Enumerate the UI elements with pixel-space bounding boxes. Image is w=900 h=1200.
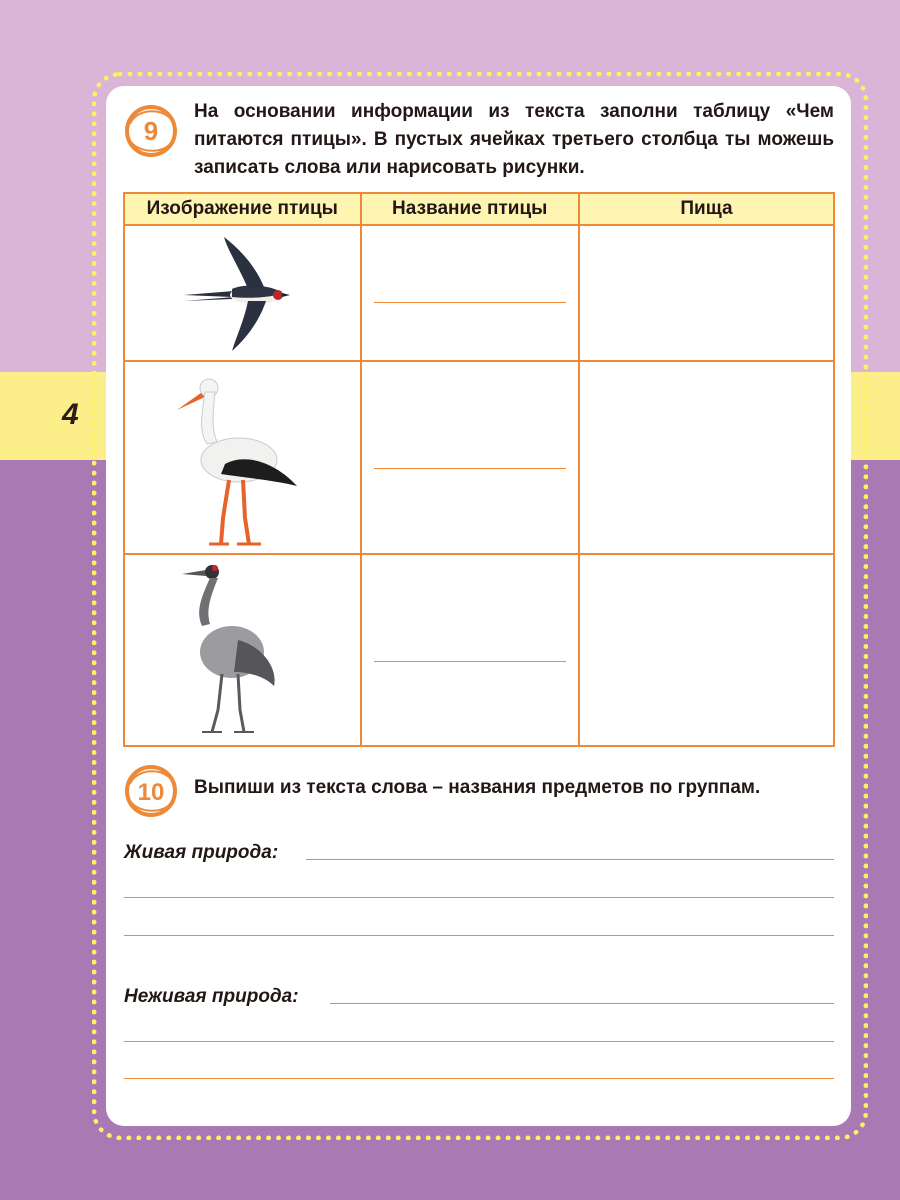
task-10-instruction: Выпиши из текста слова – названия предметов по группам.: [194, 777, 761, 798]
bird-name-line: [374, 468, 566, 469]
header-bird-name: Название птицы: [361, 193, 579, 225]
nonliving-nature-line-2[interactable]: [124, 1041, 834, 1042]
swallow-icon: [182, 233, 302, 353]
task-9-instruction: На основании информации из текста заполни таблицу «Чем питаются птицы». В пустых ячейках третьего столбца ты можешь записать слова или нарисовать рисунки.: [194, 101, 834, 178]
living-nature-label: Живая природа:: [124, 842, 279, 863]
bird-image-cell: [124, 225, 361, 361]
nonliving-nature-label: Неживая природа:: [124, 986, 299, 1007]
birds-table: [123, 192, 835, 747]
bird-food-cell[interactable]: [579, 554, 834, 746]
task-9-badge: [122, 102, 180, 160]
living-nature-line-1[interactable]: [306, 859, 834, 860]
bird-food-cell[interactable]: [579, 361, 834, 554]
nonliving-nature-line-1[interactable]: [330, 1003, 834, 1004]
bird-food-cell[interactable]: [579, 225, 834, 361]
bird-name-line: [374, 302, 566, 303]
header-bird-image: Изображение птицы: [124, 193, 361, 225]
table-header-row: [124, 193, 834, 225]
table-row: [124, 361, 834, 554]
header-food: Пища: [579, 193, 834, 225]
task-9-number: 9: [143, 116, 159, 146]
bird-name-cell[interactable]: [361, 361, 579, 554]
page-number: 4: [62, 398, 79, 431]
table-row: [124, 554, 834, 746]
bird-image-cell: [124, 554, 361, 746]
table-row: [124, 225, 834, 361]
bird-name-cell[interactable]: [361, 554, 579, 746]
nonliving-nature-line-3[interactable]: [124, 1078, 834, 1079]
living-nature-line-2[interactable]: [124, 897, 834, 898]
bird-name-line: [374, 661, 566, 662]
crane-icon: [182, 560, 302, 740]
bird-image-cell: [124, 361, 361, 554]
stork-icon: [177, 368, 307, 548]
task-10-number: 10: [137, 779, 165, 806]
bird-name-cell[interactable]: [361, 225, 579, 361]
living-nature-line-3[interactable]: [124, 935, 834, 936]
task-10-badge: [122, 762, 180, 820]
